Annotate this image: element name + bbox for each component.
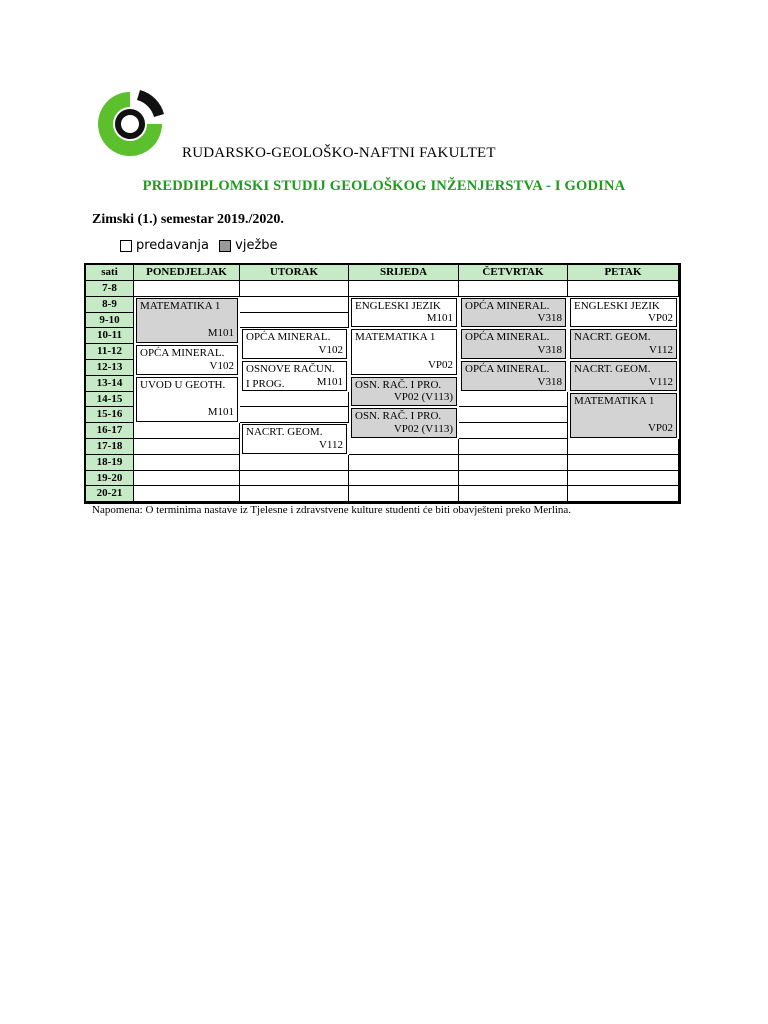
- empty-slot: [134, 439, 240, 455]
- header-corner: sati: [86, 265, 134, 281]
- class-block: [570, 329, 677, 359]
- class-title: OSN. RAČ. I PRO.: [355, 410, 442, 423]
- class-title: OPĆA MINERAL.: [465, 299, 550, 312]
- empty-slot: [459, 281, 568, 297]
- time-slot: 20-21: [86, 486, 134, 502]
- empty-slot: [134, 423, 240, 439]
- legend-exercise-label: vježbe: [235, 238, 278, 253]
- time-slot: 11-12: [86, 344, 134, 360]
- semester-title: Zimski (1.) semestar 2019./2020.: [92, 212, 284, 227]
- legend-exercise: [219, 238, 277, 253]
- class-title: UVOD U GEOTH.: [140, 378, 226, 391]
- class-room: M101: [316, 375, 343, 388]
- class-block: [136, 298, 238, 343]
- empty-slot: [240, 313, 349, 329]
- class-room: V318: [537, 343, 562, 356]
- empty-slot: [134, 281, 240, 297]
- class-title: ENGLESKI JEZIK: [574, 299, 660, 312]
- empty-slot: [349, 439, 459, 455]
- time-slot: 9-10: [86, 313, 134, 329]
- class-room: M101: [207, 406, 234, 419]
- empty-slot: [568, 439, 679, 455]
- faculty-name: RUDARSKO-GEOLOŠKO-NAFTNI FAKULTET: [182, 145, 496, 161]
- empty-slot: [240, 471, 349, 487]
- day-header: SRIJEDA: [349, 265, 459, 281]
- class-room: V102: [318, 343, 343, 356]
- time-slot: 16-17: [86, 423, 134, 439]
- class-block: [136, 345, 238, 375]
- logo-arc-black: [137, 90, 164, 117]
- time-slot: 14-15: [86, 392, 134, 408]
- time-slot: 17-18: [86, 439, 134, 455]
- class-room: V102: [209, 359, 234, 372]
- class-title: OPĆA MINERAL.: [465, 363, 550, 375]
- empty-slot: [459, 471, 568, 487]
- class-title: ENGLESKI JEZIK: [355, 299, 441, 312]
- empty-slot: [459, 392, 568, 408]
- class-block: [570, 361, 677, 391]
- empty-slot: [240, 407, 349, 423]
- time-slot: 8-9: [86, 297, 134, 313]
- empty-slot: [568, 486, 679, 502]
- class-block: [461, 298, 566, 328]
- class-title: OPĆA MINERAL.: [140, 347, 225, 360]
- class-title: OPĆA MINERAL.: [465, 331, 550, 344]
- programme-title: PREDDIPLOMSKI STUDIJ GEOLOŠKOG INŽENJERSTVA - I GODINA: [142, 178, 626, 194]
- class-title: OSNOVE RAČUN.: [246, 363, 335, 375]
- exercise-swatch: [219, 240, 231, 252]
- day-header: PONEDJELJAK: [134, 265, 240, 281]
- empty-slot: [349, 281, 459, 297]
- class-room: V318: [537, 375, 562, 388]
- class-title: MATEMATIKA 1: [140, 299, 221, 312]
- class-title: NACRT. GEOM.: [574, 363, 651, 375]
- class-room: M101: [426, 312, 453, 325]
- empty-slot: [240, 281, 349, 297]
- class-room: V318: [537, 312, 562, 325]
- footnote: Napomena: O terminima nastave iz Tjelesne i zdravstvene kulture studenti će biti obavještеni preko Merlina.: [92, 504, 572, 516]
- class-block: [242, 424, 347, 454]
- class-room: V112: [648, 375, 673, 388]
- class-block: [570, 298, 677, 328]
- class-block: [351, 377, 457, 407]
- empty-slot: [568, 281, 679, 297]
- class-title: NACRT. GEOM.: [574, 331, 651, 344]
- empty-slot: [459, 486, 568, 502]
- class-room: VP02 (V113): [393, 391, 453, 404]
- empty-slot: [459, 407, 568, 423]
- time-slot: 19-20: [86, 471, 134, 487]
- legend-lecture-label: predavanja: [136, 238, 210, 253]
- empty-slot: [134, 486, 240, 502]
- time-slot: 18-19: [86, 455, 134, 471]
- class-title: NACRT. GEOM.: [246, 426, 323, 439]
- faculty-logo: [92, 86, 168, 162]
- class-room: V112: [318, 438, 343, 451]
- class-title: OSN. RAČ. I PRO.: [355, 378, 442, 391]
- class-room: VP02: [647, 421, 673, 434]
- legend-lecture: [120, 238, 209, 253]
- class-block: [351, 408, 457, 438]
- empty-slot: [134, 471, 240, 487]
- empty-slot: [240, 392, 349, 408]
- empty-slot: [459, 455, 568, 471]
- class-block: [461, 329, 566, 359]
- time-slot: 13-14: [86, 376, 134, 392]
- class-title: OPĆA MINERAL.: [246, 331, 331, 344]
- class-room: VP02: [647, 312, 673, 325]
- empty-slot: [240, 455, 349, 471]
- class-block: [351, 298, 457, 328]
- empty-slot: [459, 423, 568, 439]
- class-title: MATEMATIKA 1: [355, 331, 436, 344]
- time-slot: 15-16: [86, 407, 134, 423]
- class-block: [136, 377, 238, 422]
- empty-slot: [349, 455, 459, 471]
- class-block: [242, 361, 347, 391]
- class-block: [351, 329, 457, 374]
- time-slot: 10-11: [86, 328, 134, 344]
- empty-slot: [349, 486, 459, 502]
- empty-slot: [240, 486, 349, 502]
- legend: [120, 238, 284, 256]
- class-title: MATEMATIKA 1: [574, 394, 655, 407]
- day-header: UTORAK: [240, 265, 349, 281]
- lecture-swatch: [120, 240, 132, 252]
- class-block: [570, 393, 677, 438]
- time-slot: 7-8: [86, 281, 134, 297]
- timetable: [84, 263, 681, 504]
- class-title-line2: I PROG.: [246, 378, 285, 390]
- day-header: PETAK: [568, 265, 679, 281]
- class-room: M101: [207, 327, 234, 340]
- class-block: [461, 361, 566, 391]
- day-header: ČETVRTAK: [459, 265, 568, 281]
- class-room: V112: [648, 343, 673, 356]
- class-room: VP02 (V113): [393, 422, 453, 435]
- empty-slot: [568, 455, 679, 471]
- class-block: [242, 329, 347, 359]
- empty-slot: [240, 297, 349, 313]
- empty-slot: [568, 471, 679, 487]
- time-slot: 12-13: [86, 360, 134, 376]
- empty-slot: [459, 439, 568, 455]
- empty-slot: [349, 471, 459, 487]
- class-room: VP02: [427, 358, 453, 371]
- empty-slot: [134, 455, 240, 471]
